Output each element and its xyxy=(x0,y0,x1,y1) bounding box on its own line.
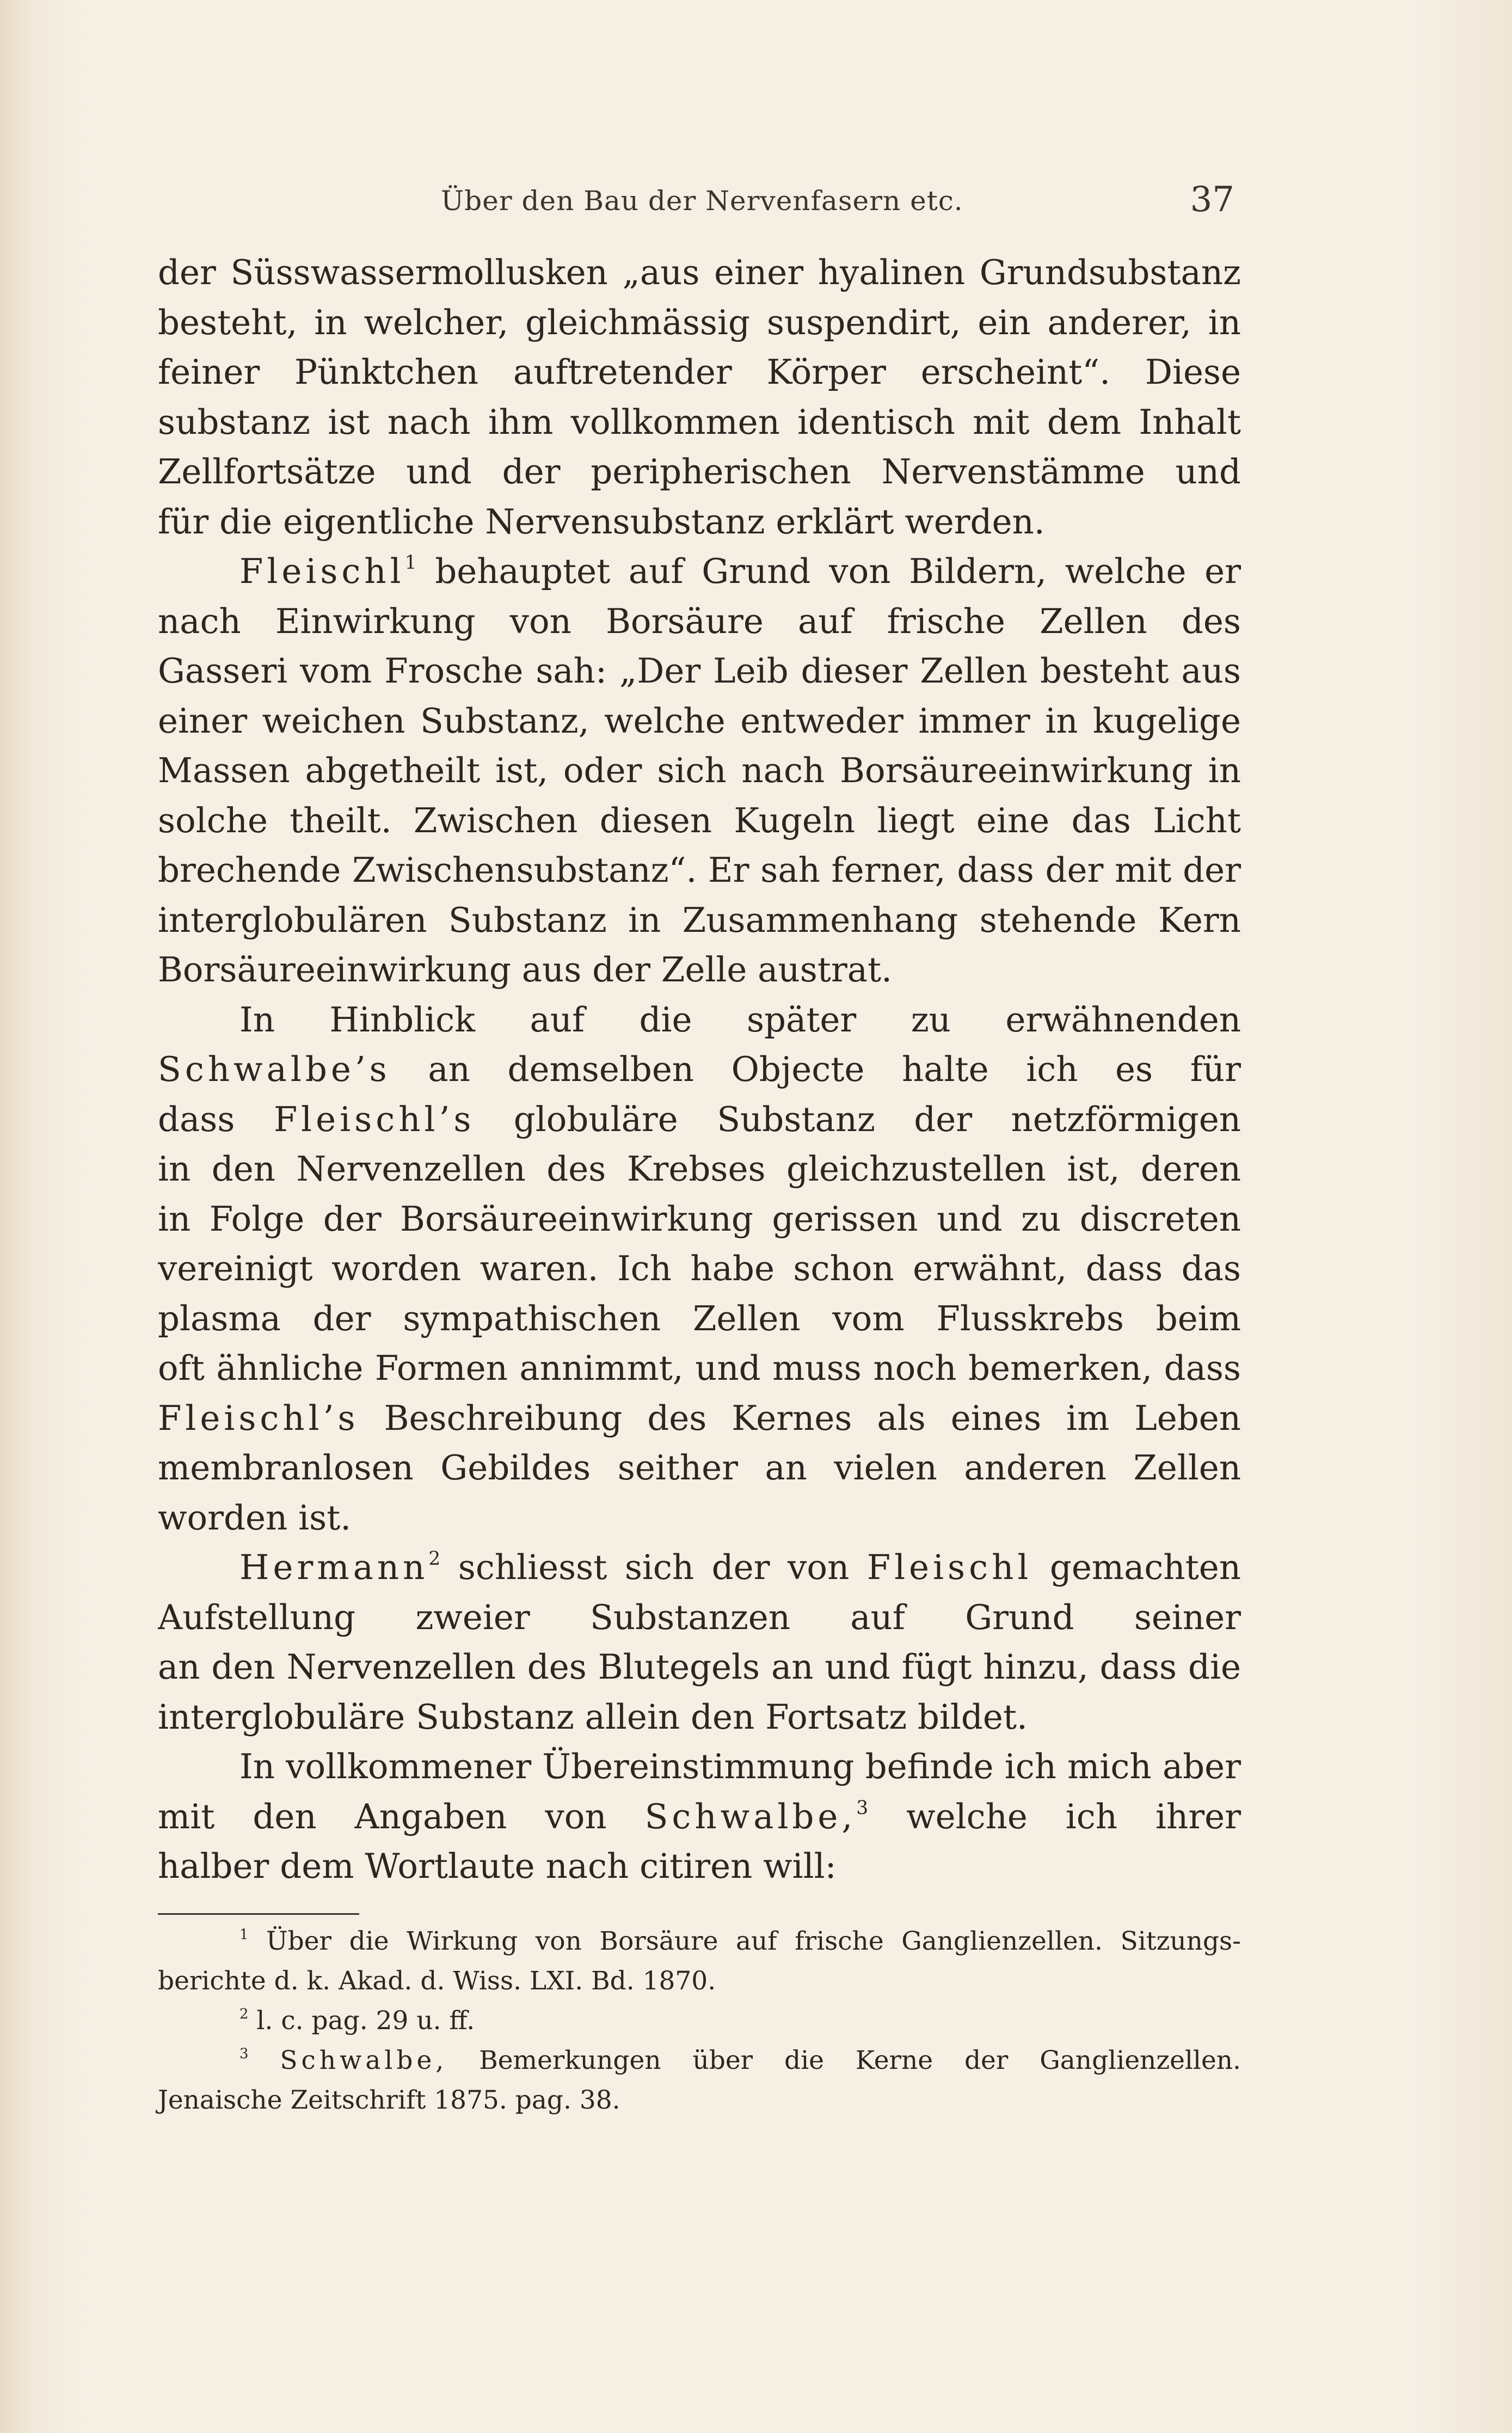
footnote-ref: 3 xyxy=(856,1797,869,1819)
footnote-line xyxy=(158,2041,1241,2080)
text-line xyxy=(158,1393,1241,1443)
text-fragment: globuläre Substanz der netzförmigen xyxy=(513,1099,1241,1139)
text-line xyxy=(158,546,1241,597)
text-fragment: Beschreibung des Kernes als eines im Leben xyxy=(384,1398,1241,1438)
text-fragment: welche ich ihrer xyxy=(906,1796,1241,1836)
text-line: Gasseri vom Frosche sah: „Der Leib dieser Zellen besteht aus xyxy=(158,651,1241,691)
text-line xyxy=(158,1792,1241,1842)
text-line: für die eigentliche Nervensubstanz erklärt werden. xyxy=(158,501,1045,542)
text-fragment: schliesst sich der von xyxy=(458,1547,850,1587)
author-name: Schwalbe, xyxy=(644,1796,857,1836)
text-line: einer weichen Substanz, welche entweder immer in kugelige xyxy=(158,701,1241,741)
text-line: worden ist. xyxy=(158,1497,352,1538)
text-line: interglobulären Substanz in Zusammenhang stehende Kern xyxy=(158,900,1241,940)
footnote-number: 2 xyxy=(239,2006,249,2023)
author-name: Fleischl’s xyxy=(273,1099,475,1139)
footnote-line: berichte d. k. Akad. d. Wiss. LXI. Bd. 1870. xyxy=(158,1966,716,1996)
author-name: Schwalbe, xyxy=(280,2045,448,2075)
text-fragment: gemachten xyxy=(1049,1547,1241,1587)
text-line xyxy=(158,1045,1241,1095)
text-line: In vollkommener Übereinstimmung befinde ich mich aber xyxy=(239,1747,1241,1786)
text-line: oft ähnliche Formen annimmt, und muss noch bemerken, dass xyxy=(158,1348,1241,1388)
text-line: brechende Zwischensubstanz“. Er sah ferner, dass der mit der xyxy=(158,850,1241,890)
page-number: 37 xyxy=(1190,180,1234,220)
footnote-line: Jenaische Zeitschrift 1875. pag. 38. xyxy=(158,2085,620,2115)
footnote-number: 3 xyxy=(239,2045,249,2062)
footnote-line xyxy=(158,1921,1241,1961)
text-fragment: Bemerkungen über die Kerne der Ganglienzellen. xyxy=(479,2045,1241,2075)
text-line: Aufstellung zweier Substanzen auf Grund seiner xyxy=(158,1597,1241,1637)
text-line: vereinigt worden waren. Ich habe schon erwähnt, dass das xyxy=(158,1249,1241,1288)
text-line: plasma der sympathischen Zellen vom Flusskrebs beim xyxy=(158,1298,1241,1338)
text-fragment: l. c. pag. 29 u. ff. xyxy=(256,2006,475,2036)
footnote-divider xyxy=(158,1913,359,1915)
body-text xyxy=(158,248,1241,1891)
text-line: in Folge der Borsäureeinwirkung gerissen und zu discreten xyxy=(158,1199,1241,1239)
footnote-ref: 2 xyxy=(428,1548,441,1570)
footnote-ref: 1 xyxy=(404,552,417,574)
page-header xyxy=(158,174,1234,223)
text-line: besteht, in welcher, gleichmässig suspendirt, ein anderer, in xyxy=(158,302,1241,342)
text-line xyxy=(158,1095,1241,1145)
text-line: an den Nervenzellen des Blutegels an und fügt hinzu, dass die xyxy=(158,1647,1241,1687)
text-line xyxy=(158,1543,1241,1593)
text-line: feiner Pünktchen auftretender Körper erscheint“. Diese xyxy=(158,352,1241,392)
author-name: Fleischl’s xyxy=(158,1398,359,1438)
text-line: membranlosen Gebildes seither an vielen anderen Zellen xyxy=(158,1448,1241,1488)
text-line: substanz ist nach ihm vollkommen identisch mit dem Inhalt xyxy=(158,402,1241,442)
text-line: In Hinblick auf die später zu erwähnenden xyxy=(239,999,1241,1040)
text-line: interglobuläre Substanz allein den Fortsatz bildet. xyxy=(158,1697,1028,1737)
author-name: Fleischl xyxy=(239,551,405,591)
text-fragment: dass xyxy=(158,1099,235,1139)
text-fragment: behauptet auf Grund von Bildern, welche er xyxy=(435,551,1241,591)
footnote-line xyxy=(158,2001,1241,2041)
text-fragment: an demselben Objecte halte ich es für xyxy=(428,1049,1241,1089)
text-fragment: mit den Angaben von xyxy=(158,1796,607,1836)
text-line: der Süsswassermollusken „aus einer hyalinen Grundsubstanz xyxy=(158,253,1241,292)
author-name: Schwalbe’s xyxy=(158,1049,391,1089)
author-name: Fleischl xyxy=(866,1547,1032,1587)
text-line: in den Nervenzellen des Krebses gleichzustellen ist, deren xyxy=(158,1149,1241,1189)
text-line: nach Einwirkung von Borsäure auf frische Zellen des xyxy=(158,601,1241,641)
footnote-number: 1 xyxy=(239,1926,249,1943)
text-line: halber dem Wortlaute nach citiren will: xyxy=(158,1846,837,1886)
footnotes xyxy=(158,1921,1241,2120)
author-name: Hermann xyxy=(239,1547,429,1587)
text-line: Borsäureeinwirkung aus der Zelle austrat. xyxy=(158,950,892,990)
text-fragment: Über die Wirkung von Borsäure auf frische Ganglienzellen. Sitzungs- xyxy=(266,1926,1241,1956)
running-head: Über den Bau der Nervenfasern etc. xyxy=(441,185,963,217)
text-line: solche theilt. Zwischen diesen Kugeln liegt eine das Licht xyxy=(158,800,1241,840)
text-line: Zellfortsätze und der peripherischen Nervenstämme und xyxy=(158,452,1241,491)
text-line: Massen abgetheilt ist, oder sich nach Borsäureeinwirkung in xyxy=(158,751,1241,790)
